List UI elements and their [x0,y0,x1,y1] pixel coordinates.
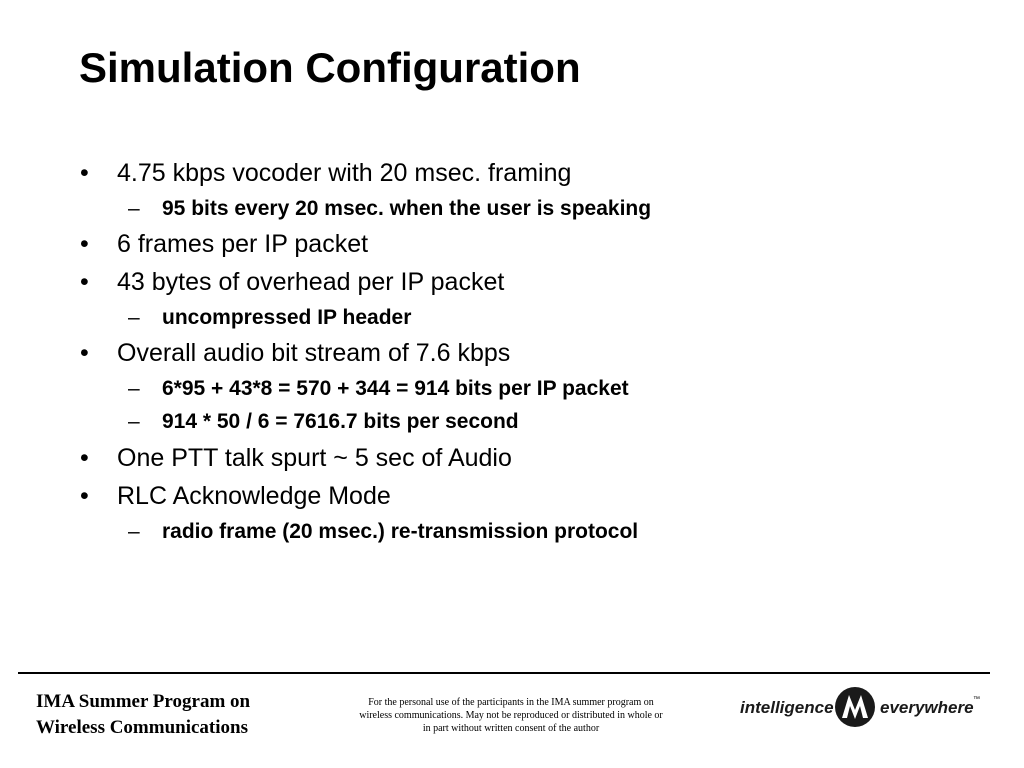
bullet-marker: • [80,339,89,367]
logo-word-left: intelligence [740,698,834,717]
dash-marker: – [128,377,140,400]
bullet-marker: • [80,482,89,510]
company-logo [738,684,988,732]
bullet-text: RLC Acknowledge Mode [117,482,391,510]
bullet-marker: • [80,444,89,472]
program-name-line: Wireless Communications [36,717,248,738]
bullet-marker: • [80,268,89,296]
sub-bullet-text: radio frame (20 msec.) re-transmission protocol [162,520,639,543]
dash-marker: – [128,520,140,543]
bullet-text: 4.75 kbps vocoder with 20 msec. framing [117,159,572,187]
dash-marker: – [128,197,140,220]
bullet-marker: • [80,159,89,187]
sub-bullet-text: uncompressed IP header [162,306,412,329]
dash-marker: – [128,306,140,329]
bullet-text: 6 frames per IP packet [117,230,369,258]
slide-title: Simulation Configuration [79,44,581,91]
program-name [36,689,250,741]
footer-divider [18,672,990,674]
sub-bullet-text: 6*95 + 43*8 = 570 + 344 = 914 bits per IP packet [162,377,629,400]
dash-marker: – [128,410,140,433]
copyright-notice [330,696,692,735]
bullet-text: Overall audio bit stream of 7.6 kbps [117,339,511,367]
trademark-symbol: ™ [973,696,980,703]
motorola-batwing-icon [834,686,876,728]
program-name-line: IMA Summer Program on [36,691,251,712]
notice-line: For the personal use of the participants in the IMA summer program on [368,697,654,708]
bullet-text: 43 bytes of overhead per IP packet [117,268,505,296]
bullet-text: One PTT talk spurt ~ 5 sec of Audio [117,444,512,472]
logo-word-right: everywhere [880,698,974,717]
notice-line: in part without written consent of the author [422,723,600,734]
bullet-marker: • [80,230,89,258]
sub-bullet-text: 914 * 50 / 6 = 7616.7 bits per second [162,410,519,433]
sub-bullet-text: 95 bits every 20 msec. when the user is speaking [162,197,652,220]
notice-line: wireless communications. May not be reproduced or distributed in whole or [359,710,663,721]
